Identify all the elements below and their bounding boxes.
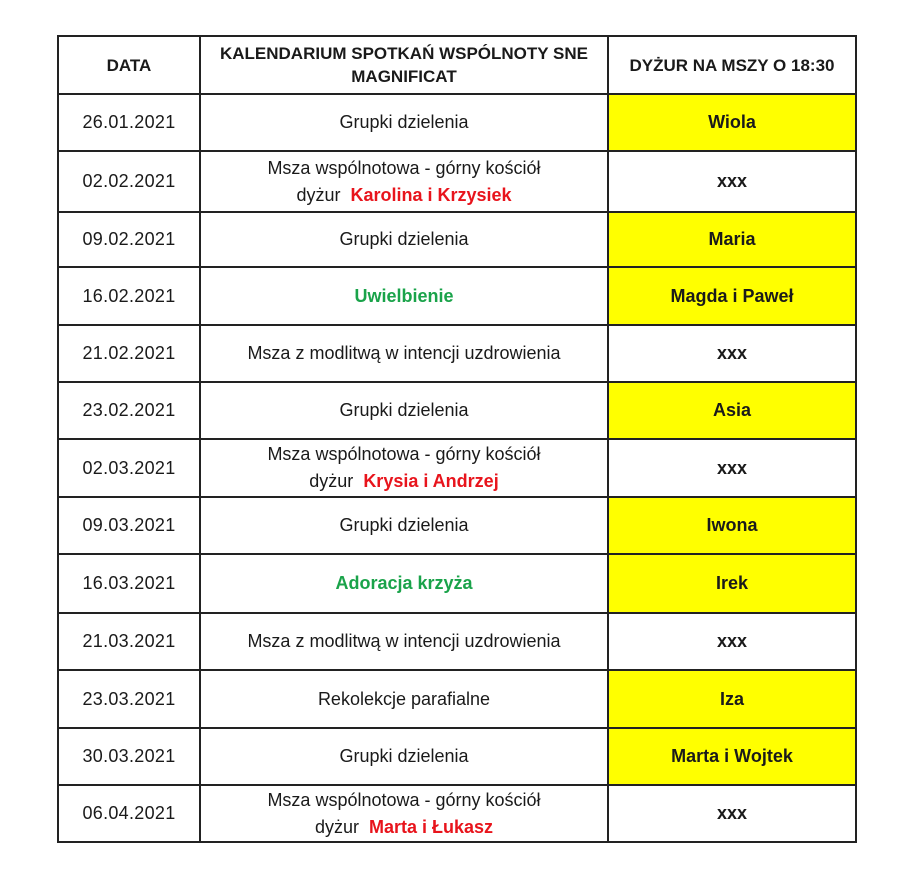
event-title: Adoracja krzyża [335,573,473,593]
event-duty-line [201,468,607,495]
row-duty: xxx [608,325,856,382]
row-date: 23.03.2021 [58,670,200,728]
row-duty: Asia [608,382,856,439]
table-row [58,94,856,151]
table-row [58,613,856,670]
row-event [200,325,608,382]
event-title: Msza wspólnotowa - górny kościół [267,444,541,464]
table-row [58,439,856,497]
row-duty: xxx [608,613,856,670]
event-duty-prefix: dyżur [309,471,354,491]
row-event [200,613,608,670]
row-date: 26.01.2021 [58,94,200,151]
row-event [200,212,608,267]
table-row [58,497,856,554]
event-duty-names: Marta i Łukasz [368,816,494,837]
row-date: 30.03.2021 [58,728,200,785]
row-date: 23.02.2021 [58,382,200,439]
row-event [200,554,608,613]
event-duty-prefix: dyżur [296,184,341,205]
row-duty: xxx [608,785,856,842]
row-duty: xxx [608,151,856,212]
event-title: Uwielbienie [354,285,454,306]
row-event [200,728,608,785]
event-duty-names: Krysia i Andrzej [363,471,499,491]
table-row [58,151,856,212]
row-date: 21.03.2021 [58,613,200,670]
event-duty-line [201,182,607,209]
header-event: KALENDARIUM SPOTKAŃ WSPÓLNOTY SNE MAGNIFICAT [200,36,608,94]
row-event [200,439,608,497]
event-title: Msza z modlitwą w intencji uzdrowienia [247,343,561,363]
row-date: 09.02.2021 [58,212,200,267]
table-body [58,94,856,842]
row-event [200,267,608,325]
row-event [200,382,608,439]
table-row [58,212,856,267]
table-row [58,554,856,613]
event-title: Grupki dzielenia [339,400,469,420]
event-title: Msza wspólnotowa - górny kościół [267,157,541,178]
row-date: 16.03.2021 [58,554,200,613]
row-duty: Irek [608,554,856,613]
row-date: 06.04.2021 [58,785,200,842]
table-row [58,325,856,382]
event-title: Msza wspólnotowa - górny kościół [267,789,541,810]
row-event [200,497,608,554]
header-row [58,36,856,94]
table-row [58,267,856,325]
row-event [200,151,608,212]
event-title: Grupki dzielenia [339,229,469,249]
event-title: Msza z modlitwą w intencji uzdrowienia [247,631,561,651]
row-date: 02.02.2021 [58,151,200,212]
row-duty: Iza [608,670,856,728]
event-duty-prefix: dyżur [314,816,359,837]
row-date: 16.02.2021 [58,267,200,325]
event-title: Grupki dzielenia [339,746,469,766]
row-date: 09.03.2021 [58,497,200,554]
row-duty: Marta i Wojtek [608,728,856,785]
event-duty-line [201,814,607,841]
event-title: Grupki dzielenia [339,515,469,535]
event-title: Rekolekcje parafialne [317,688,491,709]
table-row [58,728,856,785]
row-duty: xxx [608,439,856,497]
calendar-table [57,35,857,843]
row-duty: Magda i Paweł [608,267,856,325]
row-date: 02.03.2021 [58,439,200,497]
event-duty-names: Karolina i Krzysiek [350,184,512,205]
row-event [200,94,608,151]
row-duty: Wiola [608,94,856,151]
header-date: DATA [58,36,200,94]
row-event [200,785,608,842]
event-title: Grupki dzielenia [339,112,469,132]
table-row [58,785,856,842]
table-row [58,670,856,728]
table-row [58,382,856,439]
header-duty: DYŻUR NA MSZY O 18:30 [608,36,856,94]
row-duty: Maria [608,212,856,267]
row-duty: Iwona [608,497,856,554]
row-event [200,670,608,728]
row-date: 21.02.2021 [58,325,200,382]
